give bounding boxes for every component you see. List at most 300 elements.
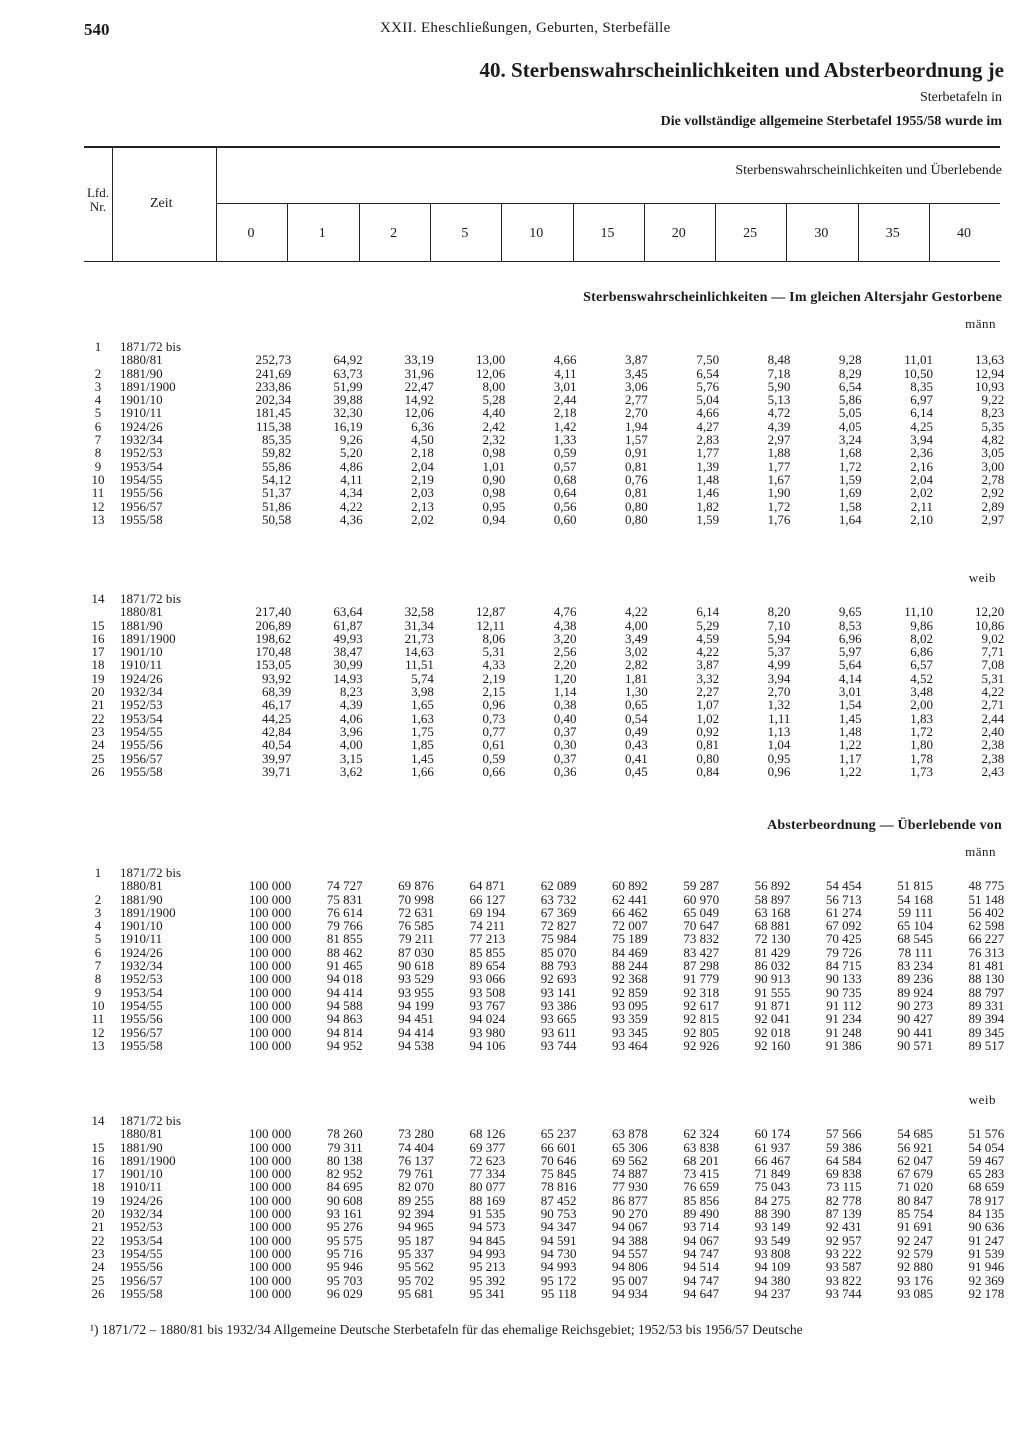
value-cell: 81 429: [754, 944, 791, 960]
value-cell: 3,20: [553, 630, 577, 646]
row-number: 23: [91, 723, 105, 739]
value-cell: 0,43: [625, 737, 648, 753]
value-cell: 95 118: [541, 1285, 577, 1301]
value-cell: 85 754: [897, 1206, 933, 1222]
value-cell: 100 000: [249, 1219, 292, 1235]
value-cell: 78 917: [968, 1192, 1005, 1208]
value-cell: 0,92: [696, 723, 720, 739]
period-cell: 1956/57: [120, 498, 163, 514]
value-cell: 93 744: [825, 1285, 862, 1301]
value-cell: 5,37: [767, 644, 791, 660]
empty-cell: [295, 866, 366, 879]
value-cell: 100 000: [249, 1152, 292, 1168]
empty-cell: [367, 866, 438, 879]
value-cell: 96 029: [326, 1285, 363, 1301]
table-row: [84, 619, 1008, 632]
table-row: [84, 893, 1008, 906]
value-cell: 6,36: [411, 418, 434, 434]
value-cell: 32,30: [333, 405, 363, 421]
value-cell: 4,11: [554, 365, 577, 381]
row-number: 14: [91, 1113, 105, 1128]
age-column-header: 30: [814, 226, 829, 241]
table-row: [84, 999, 1008, 1012]
value-cell: 100 000: [249, 997, 292, 1013]
age-column-header: 1: [318, 226, 326, 241]
value-cell: 94 414: [326, 984, 363, 1000]
value-cell: 1,68: [838, 445, 862, 461]
value-cell: 2,70: [625, 405, 648, 421]
row-number: 9: [94, 984, 102, 1000]
value-cell: 68 201: [683, 1152, 720, 1168]
value-cell: 1,45: [838, 710, 862, 726]
value-cell: 6,14: [696, 604, 720, 620]
table-row: [84, 1039, 1008, 1052]
value-cell: 92 369: [968, 1272, 1005, 1288]
empty-cell: [652, 592, 723, 605]
period-cell: 1910/11: [120, 931, 163, 947]
row-number: 25: [91, 750, 105, 766]
row-number: 3: [94, 378, 102, 394]
row-number: 8: [94, 445, 102, 461]
value-cell: 56 713: [825, 891, 862, 907]
value-cell: 4,36: [339, 511, 363, 527]
value-cell: 93 587: [825, 1259, 862, 1275]
header-divider: [715, 203, 716, 261]
value-cell: 1,77: [767, 458, 791, 474]
value-cell: 4,22: [696, 644, 720, 660]
row-number: [84, 879, 112, 892]
row-number: 15: [91, 617, 105, 633]
value-cell: 94 380: [754, 1272, 791, 1288]
header-divider: [287, 203, 288, 261]
value-cell: 8,53: [838, 617, 862, 633]
period-cell: 1932/34: [120, 958, 163, 974]
value-cell: 92 579: [897, 1245, 933, 1261]
value-cell: 59 287: [683, 878, 720, 894]
value-cell: 60 970: [683, 891, 720, 907]
value-cell: 90 441: [897, 1024, 933, 1040]
value-cell: 72 130: [754, 931, 791, 947]
empty-cell: [367, 592, 438, 605]
value-cell: 94 952: [326, 1037, 363, 1053]
value-cell: 1,30: [625, 684, 648, 700]
value-cell: 94 388: [612, 1232, 648, 1248]
value-cell: 3,87: [696, 657, 720, 673]
value-cell: 33,19: [404, 352, 434, 368]
period-cell: 1953/54: [120, 710, 163, 726]
value-cell: 8,06: [482, 630, 506, 646]
table-row: [84, 866, 1008, 879]
table-row: [84, 986, 1008, 999]
table-row: [84, 473, 1008, 486]
value-cell: 93 714: [683, 1219, 720, 1235]
footnote: ¹) 1871/72 – 1880/81 bis 1932/34 Allgemeine Deutsche Sterbetafeln für das ehemalige Reichsgebiet; 1952/53 bis 1956/57 Deutsche: [90, 1322, 803, 1337]
empty-cell: [652, 340, 723, 353]
value-cell: 202,34: [255, 392, 292, 408]
table-row: [84, 592, 1008, 605]
period-cell: 1871/72 bis: [120, 1113, 182, 1128]
value-cell: 62 441: [612, 891, 648, 907]
value-cell: 0,96: [482, 697, 506, 713]
value-cell: 92 041: [754, 1011, 791, 1027]
period-cell: 1952/53: [120, 971, 163, 987]
value-cell: 3,94: [910, 432, 933, 448]
value-cell: 21,73: [404, 630, 434, 646]
value-cell: 4,66: [696, 405, 720, 421]
table-row: [84, 486, 1008, 499]
value-cell: 69 876: [398, 878, 434, 894]
value-cell: 7,10: [767, 617, 791, 633]
value-cell: 0,54: [625, 710, 648, 726]
period-cell: 1956/57: [120, 1272, 163, 1288]
row-number: 2: [94, 365, 102, 381]
zeit-header: Zeit: [150, 196, 173, 211]
value-cell: 3,49: [625, 630, 648, 646]
value-cell: 55,86: [262, 458, 292, 474]
value-cell: 6,57: [910, 657, 933, 673]
value-cell: 0,49: [625, 723, 648, 739]
value-cell: 66 127: [469, 891, 506, 907]
value-cell: 1,48: [838, 723, 862, 739]
sex-label-male: männ: [965, 844, 996, 859]
value-cell: 91 112: [826, 997, 862, 1013]
row-number: [84, 605, 112, 618]
value-cell: 13,63: [975, 352, 1005, 368]
value-cell: 1,32: [767, 697, 791, 713]
empty-cell: [509, 592, 580, 605]
value-cell: 39,88: [333, 392, 363, 408]
value-cell: 8,48: [767, 352, 791, 368]
value-cell: 6,14: [910, 405, 933, 421]
value-cell: 8,20: [767, 604, 791, 620]
value-cell: 2,32: [482, 432, 506, 448]
value-cell: 92 617: [683, 997, 720, 1013]
period-cell: 1955/58: [120, 511, 163, 527]
value-cell: 0,77: [482, 723, 506, 739]
value-cell: 4,99: [767, 657, 791, 673]
table-row: [84, 420, 1008, 433]
value-cell: 2,19: [482, 670, 506, 686]
table-row: [84, 698, 1008, 711]
value-cell: 56 921: [897, 1139, 933, 1155]
value-cell: 5,20: [339, 445, 363, 461]
value-cell: 100 000: [249, 931, 292, 947]
value-cell: 93 808: [754, 1245, 791, 1261]
value-cell: 1,59: [696, 511, 720, 527]
value-cell: 0,91: [625, 445, 648, 461]
value-cell: 1,65: [411, 697, 434, 713]
value-cell: 1,85: [411, 737, 434, 753]
table-block: [84, 1114, 1008, 1300]
row-number: 20: [91, 1206, 105, 1222]
value-cell: 10,86: [975, 617, 1005, 633]
header-divider: [786, 203, 787, 261]
value-cell: 153,05: [255, 657, 292, 673]
value-cell: 91 535: [469, 1206, 506, 1222]
empty-cell: [866, 1114, 937, 1127]
header-divider: [216, 146, 217, 261]
value-cell: 92 431: [825, 1219, 862, 1235]
value-cell: 1,46: [696, 485, 720, 501]
table-row: [84, 1167, 1008, 1180]
period-cell: 1955/58: [120, 1037, 163, 1053]
value-cell: 100 000: [249, 1126, 292, 1142]
period-cell: 1881/90: [120, 365, 163, 381]
period-cell: 1952/53: [120, 697, 163, 713]
row-number: 7: [94, 432, 102, 448]
value-cell: 2,38: [981, 750, 1005, 766]
value-cell: 90 270: [612, 1206, 648, 1222]
value-cell: 76 659: [683, 1179, 720, 1195]
table-row: [84, 658, 1008, 671]
empty-cell: [509, 1114, 580, 1127]
row-number: 22: [91, 710, 105, 726]
row-number: 24: [91, 1259, 105, 1275]
empty-cell: [580, 592, 651, 605]
value-cell: 1,72: [910, 723, 933, 739]
value-cell: 4,14: [838, 670, 862, 686]
value-cell: 95 213: [469, 1259, 506, 1275]
value-cell: 90 273: [897, 997, 933, 1013]
value-cell: 70 647: [683, 918, 720, 934]
row-number: 18: [91, 657, 105, 673]
value-cell: 12,11: [476, 617, 506, 633]
value-cell: 0,81: [696, 737, 720, 753]
period-cell: 1954/55: [120, 1245, 163, 1261]
value-cell: 74 211: [469, 918, 506, 934]
value-cell: 0,38: [553, 697, 577, 713]
value-cell: 51 815: [897, 878, 933, 894]
value-cell: 56 892: [754, 878, 791, 894]
age-column-header: 0: [247, 226, 255, 241]
empty-cell: [794, 340, 865, 353]
value-cell: 5,28: [482, 392, 506, 408]
value-cell: 0,60: [553, 511, 577, 527]
empty-cell: [438, 1114, 509, 1127]
value-cell: 87 298: [683, 958, 720, 974]
period-cell: 1880/81: [120, 878, 163, 894]
value-cell: 89 345: [968, 1024, 1005, 1040]
table-row: [84, 1260, 1008, 1273]
value-cell: 94 414: [398, 1024, 434, 1040]
value-cell: 89 654: [469, 958, 506, 974]
table-row: [84, 1207, 1008, 1220]
empty-cell: [580, 1114, 651, 1127]
table-row: [84, 946, 1008, 959]
value-cell: 88 390: [754, 1206, 791, 1222]
value-cell: 73 832: [683, 931, 720, 947]
value-cell: 68,39: [262, 684, 292, 700]
value-cell: 94 647: [683, 1285, 720, 1301]
value-cell: 59,82: [262, 445, 292, 461]
row-number: 4: [94, 392, 102, 408]
value-cell: 16,19: [333, 418, 363, 434]
value-cell: 2,11: [910, 498, 933, 514]
period-cell: 1932/34: [120, 1206, 163, 1222]
value-cell: 91 234: [825, 1011, 862, 1027]
value-cell: 5,97: [838, 644, 862, 660]
value-cell: 3,62: [339, 763, 363, 779]
value-cell: 90 753: [540, 1206, 577, 1222]
value-cell: 68 659: [968, 1179, 1005, 1195]
value-cell: 75 043: [754, 1179, 791, 1195]
value-cell: 51,37: [262, 485, 292, 501]
value-cell: 0,76: [625, 471, 648, 487]
value-cell: 94 024: [469, 1011, 506, 1027]
row-number: [84, 353, 112, 366]
value-cell: 94 514: [683, 1259, 720, 1275]
value-cell: 3,94: [767, 670, 791, 686]
value-cell: 93 611: [541, 1024, 577, 1040]
value-cell: 4,34: [339, 485, 363, 501]
age-column-header: 10: [529, 226, 544, 241]
value-cell: 93 508: [469, 984, 506, 1000]
row-number: 16: [91, 1152, 105, 1168]
value-cell: 2,13: [411, 498, 434, 514]
value-cell: 0,68: [553, 471, 577, 487]
row-number: 19: [91, 670, 105, 686]
age-column-header: 35: [885, 226, 900, 241]
value-cell: 63 168: [754, 904, 791, 920]
empty-cell: [723, 866, 794, 879]
table-row: [84, 1180, 1008, 1193]
value-cell: 0,41: [625, 750, 648, 766]
value-cell: 91 779: [683, 971, 720, 987]
row-number: 10: [91, 471, 105, 487]
value-cell: 77 213: [469, 931, 506, 947]
empty-cell: [937, 1114, 1008, 1127]
value-cell: 9,65: [838, 604, 862, 620]
value-cell: 100 000: [249, 1192, 292, 1208]
empty-cell: [580, 340, 651, 353]
value-cell: 4,22: [625, 604, 648, 620]
period-cell: 1881/90: [120, 617, 163, 633]
value-cell: 1,75: [411, 723, 434, 739]
value-cell: 1,22: [838, 763, 862, 779]
value-cell: 12,06: [404, 405, 434, 421]
value-cell: 100 000: [249, 878, 292, 894]
value-cell: 1,13: [767, 723, 791, 739]
value-cell: 10,93: [975, 378, 1005, 394]
value-cell: 46,17: [262, 697, 292, 713]
header-mid-rule: [216, 203, 1000, 204]
period-cell: 1881/90: [120, 1139, 163, 1155]
value-cell: 5,13: [767, 392, 791, 408]
value-cell: 2,36: [910, 445, 933, 461]
value-cell: 94 199: [398, 997, 434, 1013]
value-cell: 3,01: [838, 684, 862, 700]
value-cell: 72 631: [398, 904, 434, 920]
value-cell: 57 566: [825, 1126, 862, 1142]
value-cell: 70 646: [540, 1152, 577, 1168]
row-number: 13: [91, 1037, 105, 1053]
value-cell: 115,38: [256, 418, 292, 434]
value-cell: 50,58: [262, 511, 292, 527]
value-cell: 1,39: [696, 458, 720, 474]
value-cell: 1,67: [767, 471, 791, 487]
value-cell: 0,96: [767, 763, 791, 779]
value-cell: 74 727: [326, 878, 363, 894]
value-cell: 84 469: [612, 944, 648, 960]
value-cell: 2,97: [981, 511, 1005, 527]
value-cell: 93 665: [540, 1011, 577, 1027]
row-number: 5: [94, 405, 102, 421]
empty-cell: [295, 592, 366, 605]
value-cell: 5,29: [696, 617, 720, 633]
table-row: [84, 605, 1008, 618]
value-cell: 94 237: [754, 1285, 791, 1301]
period-cell: 1901/10: [120, 918, 163, 934]
value-cell: 82 778: [825, 1192, 862, 1208]
period-cell: 1955/58: [120, 1285, 163, 1301]
value-cell: 1,33: [553, 432, 577, 448]
value-cell: 72 827: [540, 918, 577, 934]
value-cell: 80 077: [469, 1179, 506, 1195]
value-cell: 0,45: [625, 763, 648, 779]
sex-label-male: männ: [965, 316, 996, 331]
period-cell: 1880/81: [120, 1126, 163, 1142]
value-cell: 4,22: [339, 498, 363, 514]
value-cell: 30,99: [333, 657, 363, 673]
empty-cell: [937, 340, 1008, 353]
value-cell: 1,63: [411, 710, 434, 726]
value-cell: 6,96: [838, 630, 862, 646]
value-cell: 0,30: [553, 737, 577, 753]
value-cell: 54 168: [897, 891, 933, 907]
value-cell: 94 863: [326, 1011, 363, 1027]
value-cell: 0,98: [482, 485, 506, 501]
empty-cell: [438, 592, 509, 605]
period-cell: 1955/56: [120, 1259, 163, 1275]
value-cell: 4,76: [553, 604, 577, 620]
value-cell: 69 562: [612, 1152, 648, 1168]
period-cell: 1881/90: [120, 891, 163, 907]
empty-cell: [295, 1114, 366, 1127]
value-cell: 2,83: [696, 432, 720, 448]
empty-cell: [367, 1114, 438, 1127]
value-cell: 76 585: [398, 918, 434, 934]
value-cell: 91 539: [968, 1245, 1005, 1261]
table-row: [84, 1247, 1008, 1260]
value-cell: 22,47: [404, 378, 434, 394]
value-cell: 2,15: [482, 684, 506, 700]
value-cell: 85 856: [683, 1192, 720, 1208]
value-cell: 59 111: [898, 904, 933, 920]
value-cell: 2,44: [981, 710, 1005, 726]
value-cell: 1,02: [696, 710, 720, 726]
value-cell: 3,05: [981, 445, 1005, 461]
value-cell: 64,92: [333, 352, 363, 368]
value-cell: 93 085: [897, 1285, 933, 1301]
value-cell: 92 394: [398, 1206, 434, 1222]
table-row: [84, 1012, 1008, 1025]
value-cell: 4,06: [339, 710, 363, 726]
value-cell: 64 871: [469, 878, 506, 894]
row-number: 11: [91, 485, 105, 501]
value-cell: 1,54: [838, 697, 862, 713]
value-cell: 4,33: [482, 657, 506, 673]
row-number: 18: [91, 1179, 105, 1195]
value-cell: 0,40: [553, 710, 577, 726]
value-cell: 4,72: [767, 405, 791, 421]
value-cell: 95 946: [326, 1259, 363, 1275]
empty-cell: [295, 340, 366, 353]
period-cell: 1955/56: [120, 737, 163, 753]
row-number: 23: [91, 1245, 105, 1261]
value-cell: 94 747: [683, 1272, 720, 1288]
value-cell: 93 176: [897, 1272, 933, 1288]
header-divider: [501, 203, 502, 261]
